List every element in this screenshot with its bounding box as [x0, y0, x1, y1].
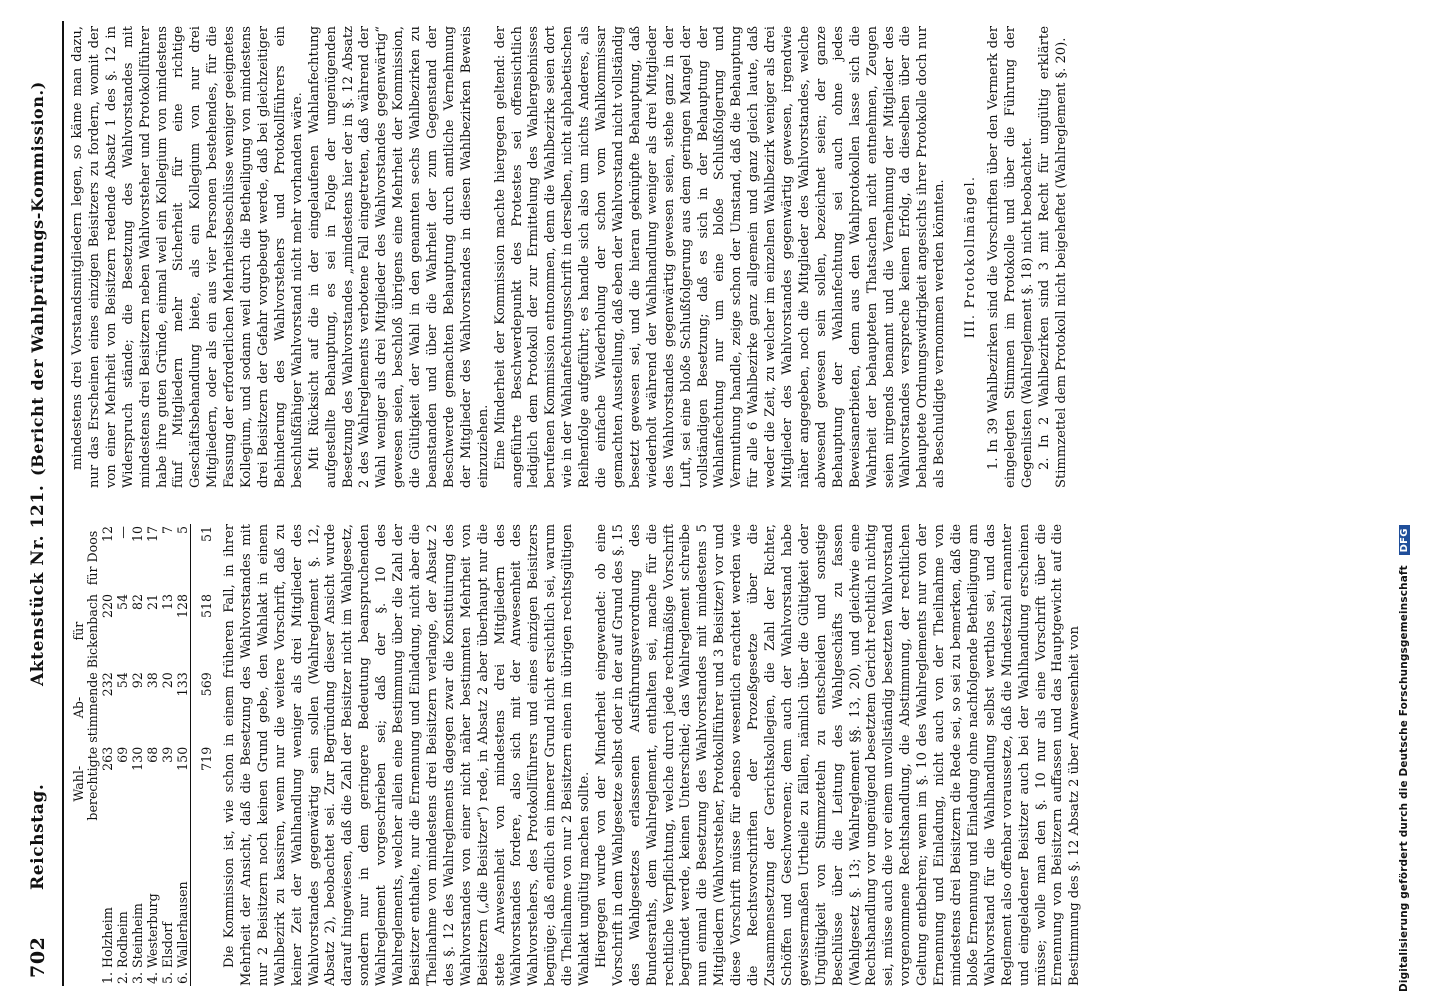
header-reichstag: Reichstag. — [28, 783, 48, 890]
left-column — [70, 524, 1388, 986]
vote-count: 5 — [175, 524, 191, 592]
table-row — [145, 524, 160, 986]
vote-count: 38 — [145, 672, 160, 689]
vote-count: 12 — [100, 526, 115, 543]
district-name: 3. Steinheim — [130, 903, 145, 984]
right-paragraphs — [70, 26, 949, 488]
vote-count: 82 — [130, 594, 145, 611]
section-item: 1. In 39 Wahlbezirken sind die Vorschriften über den Vermerk der eingelegten Stimmen im Protokolle und über die Führung der Gegenlisten (Wahlreglement §. 18) nicht beobachtet. — [986, 26, 1035, 488]
district-name: 1. Holzheim — [100, 907, 115, 984]
vote-count: 92 — [130, 672, 145, 689]
table-row — [130, 524, 145, 986]
vote-count: 39 — [160, 746, 175, 763]
header-report-title: (Bericht der Wahlprüfungs-Kommission.) — [28, 81, 47, 476]
paragraph: Eine Minderheit der Kommission machte hiergegen geltend: der angeführte Beschwerdepunkt des Protestes sei offensichtlich lediglich dem Protokoll der zur Ermittelung des Wahlergebnisses berufenen Kommission entnommen, denn die Wahlbezirke seien dort wie in der Wahlanfechtungsschrift in derselben, nicht alphabetischen Reihenfolge aufgeführt; es handle sich also um nichts Anderes, als die einfache Wiederholung der schon vom Wahlkommissar gemachten Ausstellung, daß eben der Wahlvorstand nicht vollständig besetzt gewesen sei, und die hieran geknüpfte Behauptung, daß wiederholt während der Wahlhandlung weniger als drei Mitglieder des Wahlvorstandes gegenwärtig gewesen seien, stehe ganz in der Luft, sei eine bloße Schlußfolgerung aus dem geringen Mangel der vollständigen Besetzung; daß es sich in der Behauptung der Wahlanfechtung nur um eine bloße Schlußfolgerung und Vermuthung handle, zeige schon der Umstand, daß die Behauptung für alle 6 Wahlbezirke ganz allgemein und ganz gleich laute, daß weder die Zeit, zu welcher im einzelnen Wahlbezirk weniger als drei Mitglieder des Wahlvorstandes gegenwärtig gewesen, irgendwie näher angegeben, noch die Mitglieder des Wahlvorstandes, welche abwesend gewesen sein sollen, bezeichnet seien; der ganze Behauptung der Wahlanfechtung sei auch ohne jedes Beweisanerbieten, denn aus den Wahlprotokollen lasse sich die Wahrheit der behaupteten Thatsachen nicht entnehmen, Zeugen seien nirgends benannt und die Vernehmung der Mitglieder des Wahlvorstandes verspreche keinen Erfolg, da dieselben über die behauptete Ordnungswidrigkeit angesichts ihrer Protokolle doch nur als Beschuldigte vernommen werden könnten. — [492, 26, 948, 488]
paragraph: Die Kommission ist, wie schon in einem früheren Fall, in ihrer Mehrheit der Ansicht, daß die Besetzung des Wahlvorstandes mit nur 2 Beisitzern noch keinen Grund gebe, den Wahlakt in einem Wahlbezirk zu kassiren, wenn nur die weitere Vorschrift, daß zu keiner Zeit der Wahlhandlung weniger als drei Mitglieder des Wahlvorstandes gegenwärtig sein sollen (Wahlreglement §. 12, Absatz 2), beobachtet sei. Zur Begründung dieser Ansicht wurde darauf hingewiesen, daß die Zahl der Beisitzer nicht im Wahlgesetz, sondern nur in dem geringere Bedeutung beanspruchenden Wahlreglement vorgeschrieben sei; daß der §. 10 des Wahlreglements, welcher allein eine Bestimmung über die Zahl der Beisitzer enthalte, nur die Ernennung und Einladung, nicht aber die Theilnahme von mindestens drei Beisitzern verlange, der Absatz 2 des §. 12 des Wahlreglements dagegen zwar die Konstituirung des Wahlvorstandes von einer nicht näher bestimmten Mehrheit von Beisitzern („die Beisitzer“) rede, in Absatz 2 aber überhaupt nur die stete Anwesenheit von mindestens drei Mitgliedern des Wahlvorstandes fordere, also sich mit der Anwesenheit des Wahlvorstehers, des Protokollführers und eines einzigen Beisitzers begnüge; daß endlich ein innerer Grund nicht ersichtlich sei, warum die Theilnahme von nur 2 Beisitzern einen im übrigen rechtsgültigen Wahlakt ungültig machen sollte. — [222, 524, 593, 986]
table-header-cell: für Bickenbach — [71, 594, 100, 669]
table-body — [100, 524, 214, 986]
vote-count: — — [115, 526, 130, 539]
page-number: 702 — [27, 936, 49, 978]
total-count: 518 — [199, 594, 214, 619]
section-heading: III. Protokollmängel. — [963, 175, 979, 339]
running-head — [26, 21, 64, 986]
paragraph: mindestens drei Vorstandsmitgliedern legen, so käme man dazu, nur das Erscheinen eines einzigen Beisitzers zu fordern, womit der von einer Mehrheit von Beisitzern redende Absatz 1 des §. 12 in Widerspruch stände; die Besetzung des Wahlvorstandes mit mindestens drei Beisitzern neben Wahlvorsteher und Protokollführer habe ihre guten Gründe, einmal weil ein Kollegium von mindestens fünf Mitgliedern mehr Sicherheit für eine richtige Geschäftsbehandlung biete, als ein Kollegium von nur drei Mitgliedern, oder als ein aus vier Personen bestehendes, für die Fassung der erforderlichen Mehrheitsbeschlüsse weniger geeignetes Kollegium, und sodann weil durch die Betheiligung von mindestens drei Beisitzern der Gefahr vorgebeugt werde, daß bei gleichzeitiger Behinderung des Wahlvorstehers und Protokollführers ein beschlußfähiger Wahlvorstand nicht mehr vorhanden wäre. — [70, 26, 305, 488]
digitization-note — [1398, 12, 1410, 992]
vote-count: 220 — [100, 594, 115, 619]
vote-count: 7 — [160, 526, 175, 535]
vote-count: 54 — [115, 594, 130, 611]
paragraph: Hiergegen wurde von der Minderheit eingewendet: ob eine Vorschrift in dem Wahlgesetze selbst oder in der auf Grund des §. 15 des Wahlgesetzes erlassenen Ausführungsverordnung des Bundesraths, dem Wahlreglement, enthalten sei, mache für die rechtliche Verpflichtung, welche durch jede rechtmäßige Vorschrift begründet werde, keinen Unterschied; das Wahlreglement schreibe nun einmal die Besetzung des Wahlvorstandes mit mindestens 5 Mitgliedern (Wahlvorsteher, Protokollführer und 3 Beisitzer) vor und diese Vorschrift müsse für ebenso wesentlich erachtet werden wie die Rechtsvorschriften der Prozeßgesetze über die Zusammensetzung der Gerichtskollegien, die Zahl der Richter, Schöffen und Geschworenen; denn auch der Wahlvorstand habe gewissermaßen Urtheile zu fällen, nämlich über die Gültigkeit oder Ungültigkeit von Stimmzetteln zu entscheiden und sonstige Beschlüsse über die Leitung des Wahlgeschäfts zu fassen (Wahlgesetz §. 13; Wahlreglement §§. 13, 20), und gleichwie eine Rechtshandlung vor ungenügend besetztem Gericht rechtlich nichtig sei, müsse auch die vor einem unvollständig besetzten Wahlvorstand vorgenommene Rechtshandlung, die Abstimmung, der rechtlichen Geltung entbehren; wenn im §. 10 des Wahlreglements nur von der Ernennung und Einladung, nicht auch von der Theilnahme von mindestens drei Beisitzern die Rede sei, so sei zu bemerken, daß die bloße Ernennung und Einladung ohne nachfolgende Betheiligung am Wahlvorstand für die Wahlhandlung selbst werthlos sei, und das Reglement also offenbar voraussetze, daß die Mindestzahl ernannter und eingeladener Beisitzer auch bei der Wahlhandlung erscheinen müsse; wolle man den §. 10 nur als eine Vorschrift über die Ernennung von Beisitzern auffassen und das Hauptgewicht auf die Bestimmung des §. 12 Absatz 2 über Anwesenheit von — [593, 524, 1083, 986]
vote-count: 128 — [175, 592, 191, 670]
table-header-cell: für Doos — [85, 530, 100, 586]
digitization-text: Digitalisierung gefördert durch die Deutsche Forschungsgemeinschaft — [1398, 565, 1410, 992]
total-count — [191, 823, 215, 986]
table-header-cell — [72, 823, 100, 986]
vote-count: 263 — [100, 746, 115, 771]
section-items — [986, 26, 1071, 488]
total-count: 569 — [199, 672, 214, 697]
district-name: 5. Elsdorf — [160, 921, 175, 984]
district-name: 4. Westerburg — [145, 893, 160, 984]
vote-count: 10 — [130, 526, 145, 543]
paragraph: Mit Rücksicht auf die in der eingelaufenen Wahlanfechtung aufgestellte Behauptung, es sei in Folge der ungenügenden Besetzung des Wahlvorstandes „mindestens hier der in §. 12 Absatz 2 des Wahlreglements verbotene Fall eingetreten, daß während der Wahl weniger als drei Mitglieder des Wahlvorstandes gegenwärtig“ gewesen seien, beschloß übrigens eine Mehrheit der Kommission, die Gültigkeit der Wahl in den genannten sechs Wahlbezirken zu beanstanden und über die Wahrheit der zum Gegenstand der Beschwerde gemachten Behauptung durch amtliche Vernehmung der Mitglieder des Wahlvorstandes in diesen Wahlbezirken Beweis einzuziehen. — [306, 26, 491, 488]
vote-count: 69 — [115, 746, 130, 763]
district-name: 2. Rodheim — [115, 911, 130, 984]
vote-count: 133 — [175, 670, 191, 745]
table-row — [175, 524, 191, 986]
vote-count: 150 — [175, 745, 191, 823]
table-header-cell: Ab-stimmende — [71, 672, 100, 743]
table-row — [160, 524, 175, 986]
total-count: 51 — [199, 526, 214, 543]
total-count: 719 — [199, 746, 214, 771]
vote-count: 68 — [145, 746, 160, 763]
left-paragraphs — [222, 524, 1084, 986]
dfg-logo: DFG — [1399, 525, 1410, 555]
table-header-cell: Wahl-berechtigte — [71, 746, 100, 821]
header-document-number: Aktenstück Nr. 121. — [28, 484, 48, 686]
right-column — [70, 26, 1388, 488]
vote-count: 13 — [160, 594, 175, 611]
vote-count: 21 — [145, 594, 160, 611]
district-name: 6. Wallerhausen — [175, 823, 191, 986]
vote-count: 232 — [100, 672, 115, 697]
table-totals-row — [191, 524, 215, 986]
table-row — [100, 524, 115, 986]
table-header-row — [72, 524, 100, 986]
vote-count: 130 — [130, 746, 145, 771]
vote-count: 54 — [115, 672, 130, 689]
vote-count: 20 — [160, 672, 175, 689]
vote-table — [72, 524, 214, 986]
scanned-page — [26, 21, 1391, 986]
vote-count: 17 — [145, 526, 160, 543]
section-item: 2. In 2 Wahlbezirken sind 3 mit Recht für ungültig erklärte Stimmzettel dem Protokoll nicht beigeheftet (Wahlreglement §. 20). — [1036, 26, 1069, 488]
table-row — [115, 524, 130, 986]
